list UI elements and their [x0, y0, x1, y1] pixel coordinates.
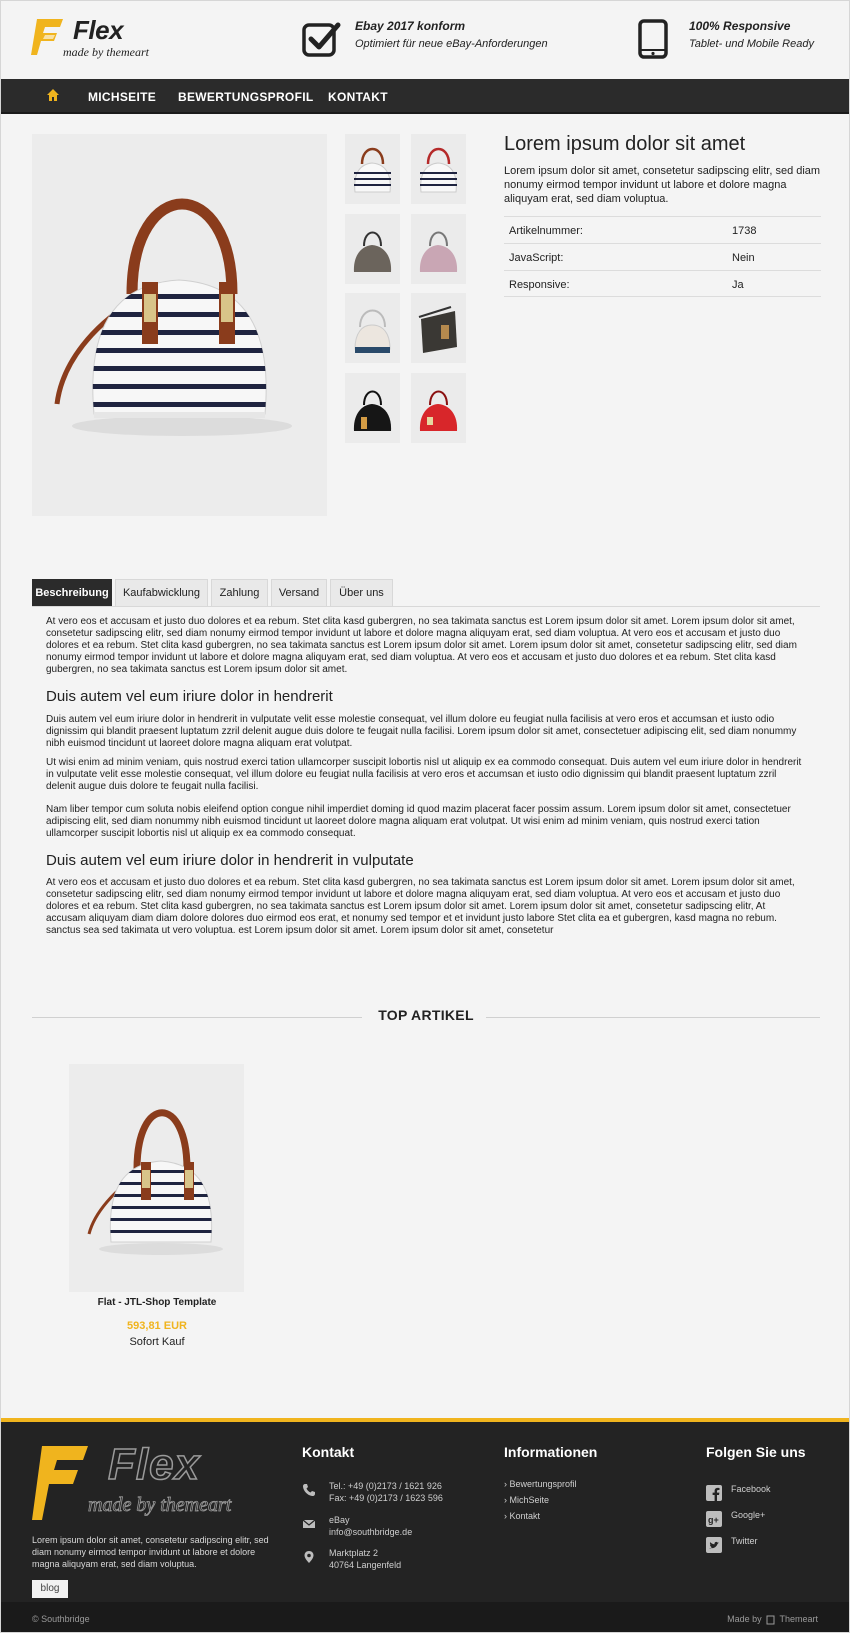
footer-heading-kontakt: Kontakt: [302, 1444, 355, 1460]
product-title: Lorem ipsum dolor sit amet: [504, 133, 746, 155]
content-heading: Duis autem vel eum iriure dolor in hendrerit in vulputate: [46, 852, 414, 869]
footer-phone: Tel.: +49 (0)2173 / 1621 926: [329, 1481, 442, 1491]
phone-icon: [302, 1483, 316, 1497]
thumbnail[interactable]: [411, 373, 466, 443]
thumbnail[interactable]: [411, 214, 466, 284]
thumbnail[interactable]: [345, 134, 400, 204]
thumbnail[interactable]: [345, 293, 400, 363]
handbag-image: [69, 1064, 244, 1292]
feature-text: Optimiert für neue eBay-Anforderungen: [355, 38, 548, 50]
footer-logo[interactable]: [32, 1440, 282, 1522]
footer-logo-subtitle: made by themeart: [88, 1494, 232, 1516]
flex-logo-mark-icon: [31, 17, 65, 57]
nav-item-bewertungsprofil[interactable]: BEWERTUNGSPROFIL: [178, 90, 314, 104]
svg-text:g+: g+: [708, 1515, 719, 1525]
tab-ueber-uns[interactable]: Über uns: [330, 579, 393, 607]
social-twitter[interactable]: Twitter: [731, 1536, 758, 1546]
paragraph: Ut wisi enim ad minim veniam, quis nostrud exerci tation ullamcorper suscipit lobortis nisl ut aliquip ex ea commodo consequat. Duis autem vel eum iriure dolor in hendrerit in vulputate velit esse molestie consequat, vel illum dolore eu feugiat nulla facilisis at vero eros et accumsan et iusto odio dignissim qui blandit praesent luptatum zzril delenit augue duis dolore te feugait nulla facilisi.: [46, 757, 802, 792]
tab-beschreibung[interactable]: Beschreibung: [32, 579, 112, 607]
home-icon[interactable]: [46, 88, 60, 102]
spec-label: JavaScript:: [509, 252, 564, 264]
footer-ebay: eBay: [329, 1515, 350, 1525]
twitter-icon[interactable]: [706, 1537, 722, 1553]
logo-word: Flex: [73, 15, 124, 45]
site-header: [1, 1, 849, 79]
footer-heading-social: Folgen Sie uns: [706, 1444, 806, 1460]
spec-value: Ja: [732, 279, 744, 291]
feature-ebay: [301, 17, 571, 61]
footer-link-kontakt[interactable]: › Kontakt: [504, 1511, 541, 1521]
top-product-buy-type: Sofort Kauf: [129, 1336, 185, 1348]
spec-value: Nein: [732, 252, 755, 264]
logo-subtitle: made by themeart: [63, 45, 149, 59]
spec-row: [504, 216, 821, 243]
tablet-icon: [635, 19, 675, 59]
themeart-logo-icon: [766, 1615, 775, 1625]
thumbnail[interactable]: [345, 373, 400, 443]
thumbnail[interactable]: [411, 134, 466, 204]
main-nav: [1, 79, 849, 114]
footer-bottom-bar: [1, 1602, 849, 1633]
feature-responsive: [635, 17, 835, 61]
footer-link-michseite[interactable]: › MichSeite: [504, 1495, 550, 1505]
nav-item-michseite[interactable]: MICHSEITE: [88, 90, 157, 104]
google-plus-icon[interactable]: [706, 1511, 722, 1527]
footer-city: 40764 Langenfeld: [329, 1560, 402, 1570]
footer-email[interactable]: info@southbridge.de: [329, 1527, 413, 1537]
social-google-plus[interactable]: Google+: [731, 1510, 766, 1520]
product-main-image[interactable]: [32, 134, 327, 516]
tab-versand[interactable]: Versand: [271, 579, 327, 607]
feature-title: 100% Responsive: [689, 19, 791, 33]
thumbnail[interactable]: [345, 214, 400, 284]
spec-value: 1738: [732, 225, 757, 237]
footer-fax: Fax: +49 (0)2173 / 1623 596: [329, 1493, 443, 1503]
tab-zahlung[interactable]: Zahlung: [211, 579, 268, 607]
made-by-label: Made by: [727, 1614, 762, 1624]
social-facebook[interactable]: Facebook: [731, 1484, 771, 1494]
top-product-image[interactable]: [69, 1064, 244, 1292]
footer-description: Lorem ipsum dolor sit amet, consetetur sadipscing elitr, sed diam nonumy eirmod tempor invidunt ut labore et dolore magna aliquyam erat, sed diam voluptua.: [32, 1535, 269, 1569]
paragraph: At vero eos et accusam et justo duo dolores et ea rebum. Stet clita kasd gubergren, no sea takimata sanctus est Lorem ipsum dolor sit amet. Lorem ipsum dolor sit amet, consetetur sadipscing elitr, sed diam nonumy eirmod tempor invidunt ut labore et dolore magna aliquyam erat, sed diam voluptua. At vero eos et accusam et justo duo dolores et ea rebum. Stet clita kasd gubergren, no sea takimata sanctus est Lorem ipsum dolor sit amet. Lorem ipsum dolor sit amet, consetetur sadipscing elitr, At accusam aliquyam diam diam dolore dolores duo eirmod eos erat, et nonumy sed tempor et et invidunt justo labore Stet clita ea et gubergren, kasd magna no rebum. sanctus sea sed takimata ut vero voluptua. est Lorem ipsum dolor sit amet. Lorem ipsum dolor sit amet, consetetur: [46, 877, 795, 936]
checkbox-icon: [301, 19, 341, 59]
footer-logo-word: Flex: [108, 1440, 201, 1489]
spec-row: [504, 243, 821, 270]
section-title: TOP ARTIKEL: [378, 1007, 474, 1023]
spec-label: Responsive:: [509, 279, 570, 291]
spec-label: Artikelnummer:: [509, 225, 583, 237]
top-product-name[interactable]: Flat - JTL-Shop Template: [97, 1297, 217, 1308]
location-pin-icon: [302, 1550, 316, 1564]
footer-street: Marktplatz 2: [329, 1548, 379, 1558]
feature-title: Ebay 2017 konform: [355, 19, 466, 33]
content-heading: Duis autem vel eum iriure dolor in hendrerit: [46, 688, 333, 705]
handbag-image: [32, 134, 327, 516]
footer-link-bewertungsprofil[interactable]: › Bewertungsprofil: [504, 1479, 577, 1489]
made-by[interactable]: [727, 1614, 818, 1625]
spec-row: [504, 270, 821, 297]
paragraph: Nam liber tempor cum soluta nobis eleifend option congue nihil imperdiet doming id quod mazim placerat facer possim assum. Lorem ipsum dolor sit amet, consectetuer adipiscing elit, sed diam nonummy nibh euismod tincidunt ut laoreet dolore magna aliquam erat volutpat. Ut wisi enim ad minim veniam, quis nostrud exerci tation ullamcorper suscipit lobortis nisl ut aliquip ex ea commodo consequat.: [46, 804, 791, 839]
logo[interactable]: [31, 15, 171, 63]
nav-item-kontakt[interactable]: KONTAKT: [328, 90, 388, 104]
blog-tag[interactable]: blog: [32, 1580, 68, 1598]
footer-heading-informationen: Informationen: [504, 1444, 598, 1460]
paragraph: At vero eos et accusam et justo duo dolores et ea rebum. Stet clita kasd gubergren, no sea takimata sanctus est Lorem ipsum dolor sit amet. Lorem ipsum dolor sit amet, consetetur sadipscing elitr, sed diam nonumy eirmod tempor invidunt ut labore et dolore magna aliquyam erat, sed diam voluptua. At vero eos et accusam et justo duo dolores et ea rebum. Stet clita kasd gubergren, no sea takimata sanctus est Lorem ipsum dolor sit amet. Lorem ipsum dolor sit amet, consetetur sadipscing elitr, sed diam nonumy eirmod tempor invidunt ut labore et dolore magna aliquyam erat, sed diam voluptua. At vero eos et accusam et justo duo dolores et ea rebum. Stet clita kasd gubergren, no sea takimata sanctus est Lorem ipsum dolor sit amet.: [46, 616, 797, 675]
mail-icon: [302, 1517, 316, 1531]
tab-divider: [32, 606, 820, 607]
facebook-icon[interactable]: [706, 1485, 722, 1501]
made-by-brand: Themeart: [779, 1614, 818, 1624]
copyright: © Southbridge: [32, 1614, 90, 1624]
top-product-price: 593,81 EUR: [127, 1320, 187, 1332]
tab-kaufabwicklung[interactable]: Kaufabwicklung: [115, 579, 208, 607]
thumbnail[interactable]: [411, 293, 466, 363]
paragraph: Duis autem vel eum iriure dolor in hendrerit in vulputate velit esse molestie consequat, vel illum dolore eu feugiat nulla facilisis at vero eros et accumsan et iusto odio dignissim qui blandit praesent luptatum zzril delenit augue duis dolore te feugait nulla facilisi. Lorem ipsum dolor sit amet, consectetuer adipiscing elit, sed diam nonummy nibh euismod tincidunt ut laoreet dolore magna aliquam erat volutpat.: [46, 714, 797, 749]
product-description: Lorem ipsum dolor sit amet, consetetur sadipscing elitr, sed diam nonumy eirmod tempor invidunt ut labore et dolore magna aliquyam erat, sed diam voluptua.: [504, 165, 821, 205]
feature-text: Tablet- und Mobile Ready: [689, 38, 814, 50]
